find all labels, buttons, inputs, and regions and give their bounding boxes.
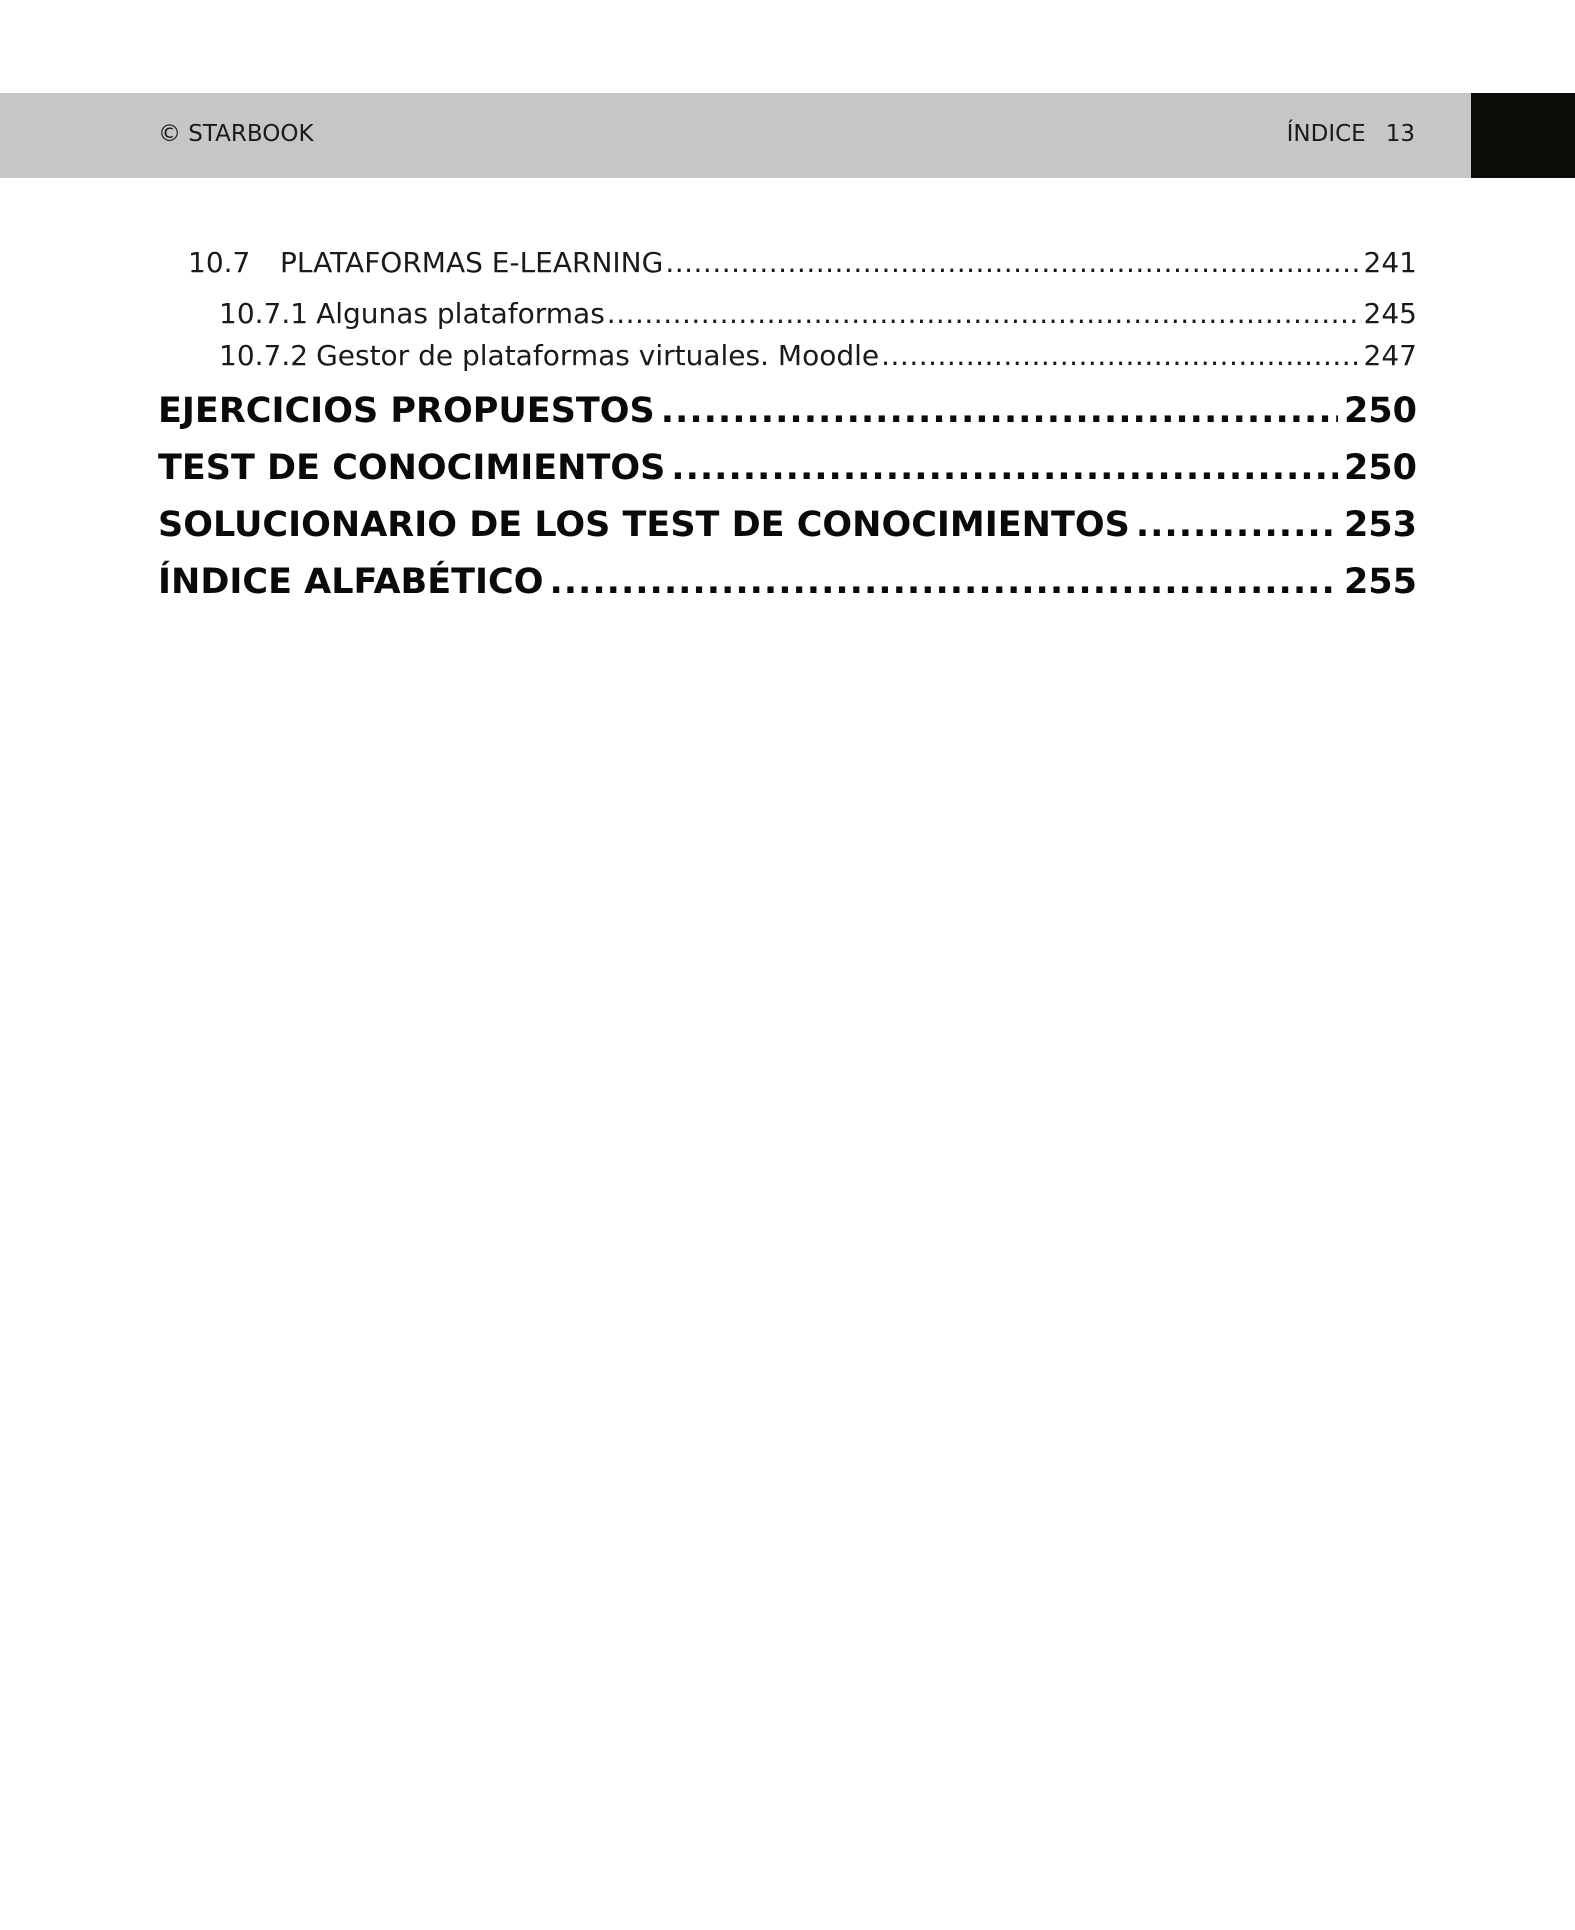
- toc-entry-title: TEST DE CONOCIMIENTOS: [158, 448, 666, 488]
- running-header-right: [1287, 119, 1415, 149]
- toc-entry-page: 245: [1363, 297, 1417, 330]
- toc-entry-title: Algunas plataformas: [316, 297, 605, 330]
- toc-entry-page: 247: [1363, 339, 1417, 372]
- toc-entry[interactable]: [188, 245, 1417, 281]
- toc-entry-page: 255: [1343, 562, 1417, 602]
- publisher-label: © STARBOOK: [158, 121, 314, 147]
- toc-entry-page: 241: [1363, 246, 1417, 279]
- dot-leader: [549, 560, 1337, 604]
- toc-entry-title: SOLUCIONARIO DE LOS TEST DE CONOCIMIENTOS: [158, 505, 1130, 545]
- chapter-tab-marker: [1471, 93, 1575, 178]
- toc-chapter-entry[interactable]: [158, 503, 1417, 547]
- toc-entry-title: PLATAFORMAS E-LEARNING: [280, 246, 664, 279]
- toc-entry-page: 250: [1343, 448, 1417, 488]
- dot-leader: [661, 389, 1338, 433]
- toc-entry-title: Gestor de plataformas virtuales. Moodle: [316, 339, 880, 372]
- toc-entry[interactable]: [219, 296, 1417, 332]
- dot-leader: [671, 446, 1338, 490]
- toc-entry-title: EJERCICIOS PROPUESTOS: [158, 391, 655, 431]
- toc-entry-page: 250: [1343, 391, 1417, 431]
- toc-entry-number: 10.7.2: [219, 339, 309, 372]
- dot-leader: [607, 296, 1362, 332]
- toc-chapter-entry[interactable]: [158, 560, 1417, 604]
- dot-leader: [665, 245, 1361, 281]
- section-title: ÍNDICE: [1286, 121, 1366, 147]
- toc-entry-number: 10.7: [188, 246, 251, 279]
- toc-chapter-entry[interactable]: [158, 389, 1417, 433]
- toc-entry-page: 253: [1343, 505, 1417, 545]
- dot-leader: [881, 338, 1361, 374]
- toc-entry[interactable]: [219, 338, 1417, 374]
- dot-leader: [1136, 503, 1338, 547]
- toc-entry-number: 10.7.1: [219, 297, 309, 330]
- toc-entry-title: ÍNDICE ALFABÉTICO: [158, 562, 544, 602]
- page-number: 13: [1385, 121, 1415, 147]
- toc-chapter-entry[interactable]: [158, 446, 1417, 490]
